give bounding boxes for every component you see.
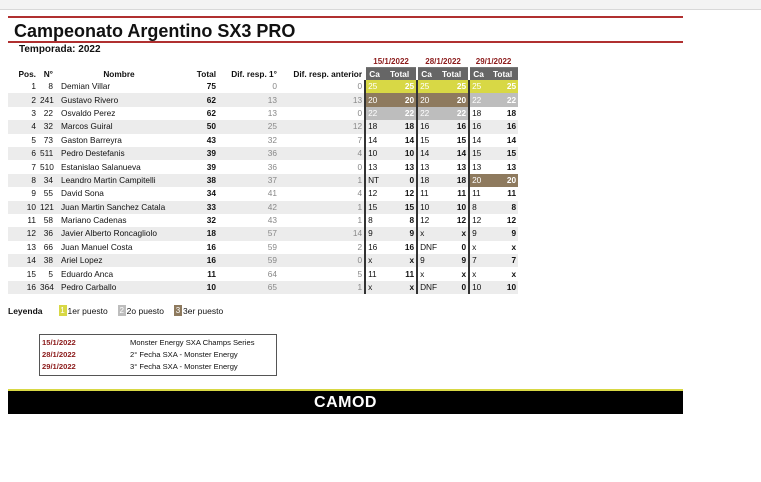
cell-pos: 9	[31, 188, 36, 199]
cell-event-total: 13	[456, 161, 467, 172]
cell-name: Mariano Cadenas	[61, 215, 127, 226]
cell-event-total: 18	[435, 174, 469, 187]
cell-diff-previous: 1	[279, 174, 365, 187]
cell-diff-first: 59	[267, 241, 277, 252]
cell-event-total: x	[511, 241, 517, 252]
cell-event-total: 0	[461, 241, 467, 252]
cell-pos: 1	[31, 81, 36, 92]
cell-number: 22	[43, 107, 53, 118]
cell-event-total: 9	[383, 227, 417, 240]
cell-event-total: 16	[435, 120, 469, 133]
cell-event-total: 14	[435, 147, 469, 160]
cell-event-total: 0	[383, 174, 417, 187]
cell-event-total: 14	[506, 134, 517, 145]
cell-diff-first: 41	[267, 188, 277, 199]
cell-event-ca: 25	[469, 80, 487, 93]
cell-diff-first: 32	[267, 134, 277, 145]
legend-label-second: 2o puesto	[126, 305, 165, 316]
col-header-name: Nombre	[103, 68, 135, 79]
table-row[interactable]	[8, 241, 518, 254]
cell-diff-first: 65	[218, 281, 279, 294]
cell-event-ca: 10	[365, 147, 383, 160]
cell-event-total: 10	[435, 201, 469, 214]
cell-total: 62	[183, 93, 218, 106]
cell-event-ca: 12	[469, 214, 487, 227]
cell-pos: 7	[31, 161, 36, 172]
cell-event-ca: 13	[469, 160, 487, 173]
cell-diff-first: 37	[218, 174, 279, 187]
cell-total: 16	[206, 241, 216, 252]
col-header-event-total: Total	[487, 68, 518, 81]
cell-total: 39	[206, 161, 216, 172]
cell-event-total: 16	[487, 120, 518, 133]
cell-name: Juan Manuel Costa	[61, 241, 133, 252]
cell-name: Demian Villar	[61, 81, 111, 92]
col-header-total: Total	[196, 68, 216, 79]
cell-name: Gaston Barreyra	[61, 134, 122, 145]
cell-diff-first: 36	[267, 161, 277, 172]
blank-header-cell	[8, 57, 365, 68]
cell-diff-previous: 1	[279, 281, 365, 294]
event-date: 15/1/2022	[42, 338, 76, 347]
cell-event-total: 12	[404, 188, 415, 199]
cell-event-ca: x	[365, 281, 383, 294]
cell-total: 16	[183, 254, 218, 267]
cell-total: 75	[206, 81, 216, 92]
cell-total: 50	[183, 120, 218, 133]
cell-event-total: 13	[404, 161, 415, 172]
cell-diff-first: 0	[272, 81, 277, 92]
cell-event-ca: 9	[365, 227, 383, 240]
cell-total: 43	[206, 134, 216, 145]
cell-event-total: 22	[435, 107, 469, 120]
cell-diff-first: 25	[218, 120, 279, 133]
cell-event-ca: 16	[417, 120, 435, 133]
cell-total: 39	[183, 147, 218, 160]
cell-event-ca: 8	[365, 214, 383, 227]
cell-pos: 11	[27, 215, 36, 226]
cell-total: 38	[183, 174, 218, 187]
cell-event-ca: 12	[365, 187, 383, 200]
cell-name: Leandro Martin Campitelli	[55, 174, 183, 187]
cell-event-total: 15	[383, 201, 417, 214]
cell-name: Estanislao Salanueva	[61, 161, 141, 172]
col-header-event-total: Total	[435, 68, 469, 81]
legend-swatch-first: 1	[60, 306, 65, 315]
cell-diff-previous: 1	[279, 201, 365, 214]
table-row[interactable]	[8, 254, 518, 267]
column-header-row	[8, 68, 518, 81]
cell-event-total: 11	[405, 268, 415, 279]
cell-event-total: 18	[506, 107, 517, 118]
cell-diff-first: 13	[218, 93, 279, 106]
cell-diff-previous: 7	[357, 134, 363, 145]
event-date-header[interactable]: 29/1/2022	[469, 57, 518, 68]
event-date-header[interactable]: 15/1/2022	[365, 57, 417, 68]
cell-event-total: 20	[383, 93, 417, 106]
cell-number: 55	[43, 188, 53, 199]
cell-diff-previous: 4	[357, 188, 363, 199]
cell-name: Gustavo Rivero	[55, 93, 183, 106]
legend-swatch-third: 3	[175, 306, 181, 315]
cell-event-ca: 18	[365, 120, 383, 133]
cell-event-ca: 20	[417, 93, 435, 106]
cell-event-total: 25	[487, 80, 518, 93]
cell-event-total: x	[383, 254, 417, 267]
cell-diff-first: 36	[218, 147, 279, 160]
cell-event-total: 10	[383, 147, 417, 160]
cell-event-total: x	[511, 268, 517, 279]
cell-event-total: x	[461, 268, 467, 279]
cell-pos: 8	[8, 174, 38, 187]
cell-pos: 2	[8, 93, 38, 106]
footer-banner: CAMOD	[8, 391, 683, 414]
cell-pos: 16	[8, 281, 38, 294]
table-row[interactable]	[8, 120, 518, 133]
table-row[interactable]	[8, 134, 518, 147]
standings-table	[8, 57, 518, 294]
cell-event-ca: DNF	[417, 281, 435, 294]
cell-event-total: 20	[487, 174, 518, 187]
event-row[interactable]	[42, 349, 274, 361]
cell-number: 38	[38, 254, 55, 267]
table-row[interactable]	[8, 214, 518, 227]
col-header-number: N°	[43, 68, 53, 79]
cell-diff-previous: 1	[357, 215, 363, 226]
cell-diff-previous: 2	[357, 241, 363, 252]
cell-event-ca: 11	[365, 267, 383, 280]
cell-pos: 13	[26, 241, 36, 252]
cell-diff-previous: 0	[357, 81, 363, 92]
cell-event-total: 22	[383, 107, 417, 120]
cell-event-ca: 20	[469, 174, 487, 187]
cell-number: 511	[38, 147, 55, 160]
season-label: Temporada: 2022	[19, 44, 101, 55]
cell-event-ca: 10	[469, 281, 487, 294]
legend-swatch-second: 2	[119, 306, 124, 315]
cell-diff-previous: 0	[279, 254, 365, 267]
cell-diff-previous: 4	[279, 147, 365, 160]
cell-number: 241	[38, 93, 55, 106]
cell-diff-first: 13	[267, 107, 277, 118]
cell-total: 18	[183, 227, 218, 240]
cell-name: Marcos Guiral	[55, 120, 183, 133]
cell-diff-first: 59	[218, 254, 279, 267]
cell-event-ca: 25	[417, 80, 435, 93]
cell-pos: 12	[8, 227, 38, 240]
cell-event-ca: 16	[365, 241, 383, 254]
cell-diff-previous: 14	[279, 227, 365, 240]
event-date-header[interactable]: 28/1/2022	[417, 57, 469, 68]
col-header-event-ca: Ca	[469, 68, 487, 81]
legend-label-first: 1er puesto	[67, 305, 108, 316]
table-row[interactable]	[8, 160, 518, 173]
col-header-diff-previous: Dif. resp. anterior	[293, 68, 363, 79]
cell-pos: 10	[8, 201, 38, 214]
cell-event-ca: x	[417, 227, 435, 240]
cell-total: 62	[206, 107, 216, 118]
legend	[8, 305, 227, 316]
cell-event-ca: 22	[417, 107, 435, 120]
cell-event-ca: 18	[469, 107, 487, 120]
cell-name: Ariel Lopez	[55, 254, 183, 267]
cell-diff-previous: 0	[357, 107, 363, 118]
cell-total: 34	[206, 188, 216, 199]
cell-name: Javier Alberto Roncagliolo	[55, 227, 183, 240]
cell-number: 73	[43, 134, 53, 145]
cell-event-ca: 14	[417, 147, 435, 160]
cell-number: 8	[48, 81, 53, 92]
cell-total: 10	[183, 281, 218, 294]
cell-event-ca: 9	[417, 254, 435, 267]
legend-title: Leyenda	[8, 305, 43, 316]
cell-total: 33	[183, 201, 218, 214]
title-bottom-rule	[8, 41, 683, 43]
cell-event-ca: 12	[417, 214, 435, 227]
col-header-diff-first: Dif. resp. 1°	[231, 68, 277, 79]
event-row[interactable]	[42, 361, 274, 373]
cell-event-total: 13	[506, 161, 517, 172]
event-name: Monster Energy SXA Champs Series	[130, 338, 255, 347]
cell-event-total: 22	[487, 93, 518, 106]
cell-diff-first: 57	[218, 227, 279, 240]
cell-name: Eduardo Anca	[61, 268, 114, 279]
table-row[interactable]	[8, 80, 518, 93]
cell-event-ca: 15	[365, 201, 383, 214]
table-row[interactable]	[8, 267, 518, 280]
cell-event-total: 11	[457, 188, 467, 199]
cell-event-ca: 16	[469, 120, 487, 133]
cell-event-ca: NT	[365, 174, 383, 187]
table-row[interactable]	[8, 187, 518, 200]
cell-pos: 5	[31, 134, 36, 145]
cell-event-ca: 9	[469, 227, 487, 240]
cell-event-ca: 11	[469, 187, 487, 200]
cell-event-total: x	[383, 281, 417, 294]
standings-body	[8, 80, 518, 294]
cell-event-total: 12	[456, 215, 467, 226]
table-row[interactable]	[8, 227, 518, 240]
legend-item-third	[174, 305, 223, 316]
cell-event-ca: 22	[365, 107, 383, 120]
cell-number: 36	[38, 227, 55, 240]
cell-diff-first: 64	[267, 268, 277, 279]
event-name: 3° Fecha SXA - Monster Energy	[130, 362, 238, 371]
cell-event-ca: 15	[417, 134, 435, 147]
cell-event-total: 7	[487, 254, 518, 267]
cell-number: 364	[38, 281, 55, 294]
cell-pos: 14	[8, 254, 38, 267]
cell-event-ca: x	[417, 267, 435, 280]
cell-event-ca: 14	[365, 134, 383, 147]
cell-event-total: x	[435, 227, 469, 240]
cell-number: 5	[48, 268, 53, 279]
cell-number: 32	[38, 120, 55, 133]
cell-event-ca: 13	[365, 160, 383, 173]
cell-event-total: 11	[507, 188, 517, 199]
col-header-event-ca: Ca	[365, 68, 383, 81]
cell-event-total: 8	[409, 215, 415, 226]
cell-pos: 15	[26, 268, 36, 279]
table-row[interactable]	[8, 107, 518, 120]
cell-event-ca: 18	[417, 174, 435, 187]
cell-diff-previous: 12	[279, 120, 365, 133]
table-row[interactable]	[8, 174, 518, 187]
cell-event-total: 15	[487, 147, 518, 160]
cell-event-ca: 10	[417, 201, 435, 214]
title-top-rule	[8, 16, 683, 18]
cell-event-ca: x	[469, 241, 487, 254]
event-dates-row	[8, 57, 518, 68]
cell-pos: 3	[31, 107, 36, 118]
cell-number: 66	[43, 241, 53, 252]
cell-event-total: 0	[435, 281, 469, 294]
cell-event-total: 16	[404, 241, 415, 252]
cell-number: 34	[38, 174, 55, 187]
cell-event-total: 20	[435, 93, 469, 106]
event-row[interactable]	[42, 337, 274, 349]
table-row[interactable]	[8, 93, 518, 106]
cell-event-total: 12	[506, 215, 517, 226]
cell-diff-previous: 5	[357, 268, 363, 279]
cell-event-ca: 20	[365, 93, 383, 106]
cell-event-total: 25	[383, 80, 417, 93]
cell-name: Osvaldo Perez	[61, 107, 116, 118]
cell-pos: 6	[8, 147, 38, 160]
cell-name: Pedro Destefanis	[55, 147, 183, 160]
browser-top-strip	[0, 0, 761, 10]
cell-number: 58	[43, 215, 53, 226]
cell-name: Pedro Carballo	[55, 281, 183, 294]
cell-event-ca: DNF	[417, 241, 435, 254]
cell-event-total: 25	[435, 80, 469, 93]
cell-pos: 4	[8, 120, 38, 133]
cell-diff-previous: 13	[279, 93, 365, 106]
cell-event-ca: 13	[417, 160, 435, 173]
page-title: Campeonato Argentino SX3 PRO	[14, 21, 296, 41]
event-date: 29/1/2022	[42, 362, 76, 371]
cell-name: Juan Martin Sanchez Catala	[55, 201, 183, 214]
col-header-event-total: Total	[383, 68, 417, 81]
event-date: 28/1/2022	[42, 350, 76, 359]
cell-event-total: 9	[487, 227, 518, 240]
table-row[interactable]	[8, 281, 518, 294]
cell-number: 510	[40, 161, 54, 172]
cell-event-ca: x	[365, 254, 383, 267]
cell-event-ca: x	[469, 267, 487, 280]
cell-event-ca: 14	[469, 134, 487, 147]
cell-diff-first: 43	[267, 215, 277, 226]
cell-event-ca: 15	[469, 147, 487, 160]
cell-event-ca: 7	[469, 254, 487, 267]
cell-event-total: 14	[404, 134, 415, 145]
cell-event-ca: 11	[417, 187, 435, 200]
cell-event-ca: 22	[469, 93, 487, 106]
cell-event-total: 18	[383, 120, 417, 133]
cell-total: 32	[206, 215, 216, 226]
table-row[interactable]	[8, 201, 518, 214]
legend-item-first	[59, 305, 108, 316]
legend-item-second	[118, 305, 164, 316]
event-name: 2° Fecha SXA - Monster Energy	[130, 350, 238, 359]
legend-label-third: 3er puesto	[183, 305, 224, 316]
table-row[interactable]	[8, 147, 518, 160]
cell-event-ca: 8	[469, 201, 487, 214]
cell-event-total: 8	[487, 201, 518, 214]
cell-event-ca: 25	[365, 80, 383, 93]
col-header-event-ca: Ca	[417, 68, 435, 81]
cell-diff-previous: 0	[357, 161, 363, 172]
cell-total: 11	[207, 268, 216, 279]
cell-diff-first: 42	[218, 201, 279, 214]
cell-event-total: 10	[487, 281, 518, 294]
events-list	[39, 334, 277, 376]
col-header-pos: Pos.	[18, 68, 36, 79]
cell-name: David Sona	[61, 188, 104, 199]
cell-number: 121	[38, 201, 55, 214]
cell-event-total: 9	[435, 254, 469, 267]
cell-event-total: 15	[456, 134, 467, 145]
